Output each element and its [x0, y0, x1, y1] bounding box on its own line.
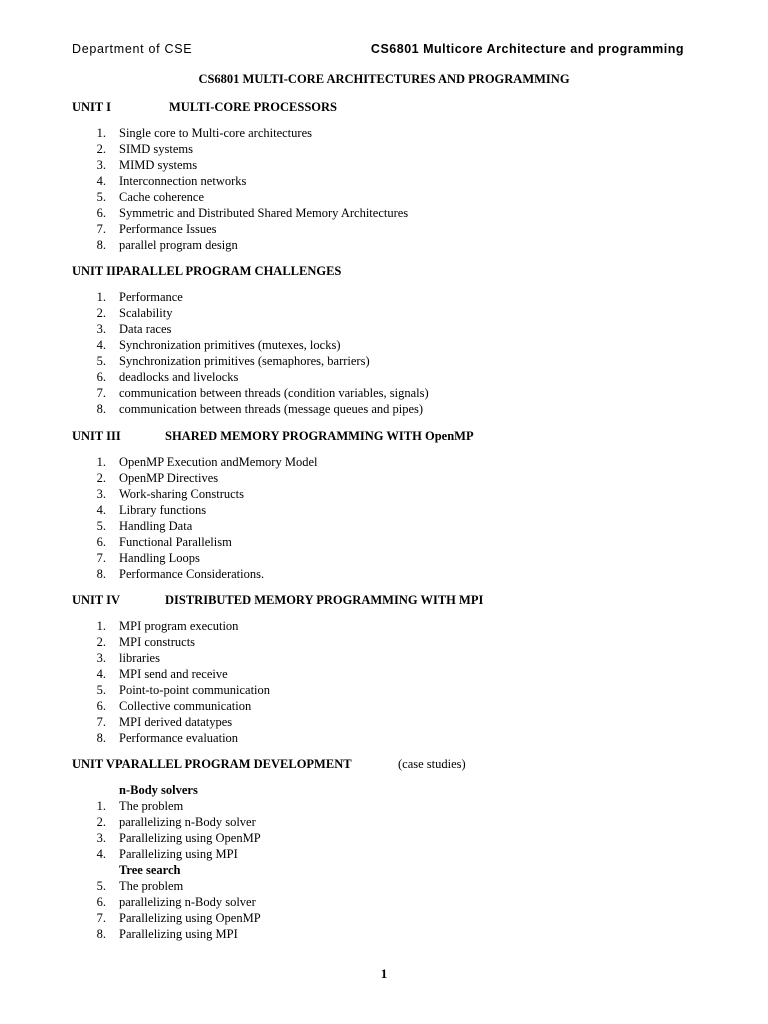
subheading-tree-search: Tree search	[119, 863, 181, 877]
item-number: 5.	[96, 190, 106, 204]
list-item	[0, 634, 768, 650]
item-text: parallelizing n-Body solver	[119, 815, 256, 829]
list-item	[0, 666, 768, 682]
unit-5-number: UNIT V	[72, 757, 115, 771]
list-item	[0, 337, 768, 353]
list-item	[0, 894, 768, 910]
item-text: Performance Considerations.	[119, 567, 265, 581]
item-number: 4.	[96, 667, 106, 681]
item-text: Parallelizing using MPI	[119, 927, 238, 941]
item-number: 3.	[96, 158, 106, 172]
item-text: Performance evaluation	[119, 731, 239, 745]
item-text: Work-sharing Constructs	[119, 487, 245, 501]
item-number: 7.	[96, 222, 106, 236]
document-title: CS6801 MULTI-CORE ARCHITECTURES AND PROGRAMMING	[198, 72, 570, 86]
list-item	[0, 878, 768, 894]
item-number: 6.	[96, 370, 106, 384]
list-item	[0, 518, 768, 534]
item-text: parallelizing n-Body solver	[119, 895, 256, 909]
unit-5-title: PARALLEL PROGRAM DEVELOPMENT	[114, 757, 352, 771]
list-item	[0, 682, 768, 698]
item-number: 2.	[96, 635, 106, 649]
item-text: Functional Parallelism	[119, 535, 232, 549]
list-item	[0, 173, 768, 189]
item-number: 4.	[96, 847, 106, 861]
unit-1-heading	[72, 99, 337, 115]
unit-3-number: UNIT III	[72, 429, 121, 443]
item-number: 2.	[96, 142, 106, 156]
item-text: Parallelizing using OpenMP	[119, 831, 261, 845]
list-item	[0, 237, 768, 253]
item-text: Handling Data	[119, 519, 193, 533]
list-item	[0, 846, 768, 862]
list-item	[0, 798, 768, 814]
list-item	[0, 385, 768, 401]
item-text: Performance Issues	[119, 222, 217, 236]
item-number: 8.	[96, 731, 106, 745]
item-number: 4.	[96, 338, 106, 352]
list-item	[0, 205, 768, 221]
item-number: 6.	[96, 895, 106, 909]
item-text: Synchronization primitives (semaphores, barriers)	[119, 354, 370, 368]
unit-2-title: PARALLEL PROGRAM CHALLENGES	[115, 264, 342, 278]
item-number: 7.	[96, 715, 106, 729]
item-text: Point-to-point communication	[119, 683, 271, 697]
item-number: 8.	[96, 402, 106, 416]
item-text: The problem	[119, 879, 184, 893]
item-text: Synchronization primitives (mutexes, locks)	[119, 338, 341, 352]
header-course: CS6801 Multicore Architecture and programming	[370, 42, 684, 56]
list-item	[0, 189, 768, 205]
list-item	[0, 714, 768, 730]
list-item	[0, 369, 768, 385]
list-item	[0, 486, 768, 502]
item-text: Data races	[119, 322, 172, 336]
list-item	[0, 910, 768, 926]
unit-4-number: UNIT IV	[72, 593, 121, 607]
list-subheading	[0, 862, 768, 878]
list-item	[0, 550, 768, 566]
unit-5-note: (case studies)	[398, 757, 466, 771]
unit-2-topic-list	[0, 289, 768, 417]
item-number: 3.	[96, 651, 106, 665]
list-item	[0, 730, 768, 746]
item-number: 6.	[96, 535, 106, 549]
list-item	[0, 454, 768, 470]
unit-5-heading	[72, 756, 466, 772]
list-item	[0, 289, 768, 305]
list-item	[0, 830, 768, 846]
item-text: Cache coherence	[119, 190, 205, 204]
list-item	[0, 534, 768, 550]
item-text: Symmetric and Distributed Shared Memory Architectures	[119, 206, 409, 220]
unit-1-title: MULTI-CORE PROCESSORS	[169, 100, 337, 114]
unit-4-title: DISTRIBUTED MEMORY PROGRAMMING WITH MPI	[165, 593, 484, 607]
unit-5-topic-list	[0, 782, 768, 942]
item-number: 5.	[96, 354, 106, 368]
item-number: 1.	[96, 290, 106, 304]
item-text: Performance	[119, 290, 183, 304]
item-text: Interconnection networks	[119, 174, 247, 188]
unit-3-title: SHARED MEMORY PROGRAMMING WITH OpenMP	[165, 429, 474, 443]
item-text: Parallelizing using OpenMP	[119, 911, 261, 925]
unit-3-heading	[72, 428, 474, 444]
unit-2-heading	[72, 263, 341, 279]
subheading-n-body: n-Body solvers	[119, 783, 198, 797]
item-number: 5.	[96, 519, 106, 533]
item-number: 7.	[96, 911, 106, 925]
item-number: 5.	[96, 879, 106, 893]
item-number: 7.	[96, 551, 106, 565]
item-number: 3.	[96, 831, 106, 845]
unit-1-number: UNIT I	[72, 100, 112, 114]
item-text: Single core to Multi-core architectures	[119, 126, 312, 140]
item-number: 8.	[96, 567, 106, 581]
item-text: The problem	[119, 799, 184, 813]
list-item	[0, 650, 768, 666]
item-number: 2.	[96, 306, 106, 320]
item-text: Collective communication	[119, 699, 252, 713]
list-item	[0, 470, 768, 486]
list-subheading	[0, 782, 768, 798]
unit-4-topic-list	[0, 618, 768, 746]
list-item	[0, 566, 768, 582]
item-text: SIMD systems	[119, 142, 193, 156]
item-text: Handling Loops	[119, 551, 200, 565]
item-text: deadlocks and livelocks	[119, 370, 239, 384]
unit-2-number: UNIT II	[72, 264, 116, 278]
page-header	[72, 42, 684, 60]
list-item	[0, 814, 768, 830]
unit-4-heading	[72, 592, 484, 608]
item-text: Library functions	[119, 503, 207, 517]
item-text: communication between threads (message queues and pipes)	[119, 402, 424, 416]
list-item	[0, 321, 768, 337]
item-text: communication between threads (condition variables, signals)	[119, 386, 429, 400]
list-item	[0, 353, 768, 369]
item-text: parallel program design	[119, 238, 238, 252]
item-text: MPI send and receive	[119, 667, 228, 681]
item-text: OpenMP Execution andMemory Model	[119, 455, 318, 469]
item-number: 1.	[96, 799, 106, 813]
item-text: Scalability	[119, 306, 173, 320]
unit-3-topic-list	[0, 454, 768, 582]
list-item	[0, 618, 768, 634]
item-text: MPI derived datatypes	[119, 715, 233, 729]
item-number: 1.	[96, 126, 106, 140]
header-department: Department of CSE	[72, 42, 193, 56]
item-number: 8.	[96, 927, 106, 941]
item-number: 1.	[96, 619, 106, 633]
item-number: 3.	[96, 322, 106, 336]
item-number: 4.	[96, 503, 106, 517]
item-number: 6.	[96, 699, 106, 713]
item-text: MPI program execution	[119, 619, 239, 633]
list-item	[0, 401, 768, 417]
list-item	[0, 157, 768, 173]
item-text: OpenMP Directives	[119, 471, 219, 485]
list-item	[0, 502, 768, 518]
item-number: 2.	[96, 815, 106, 829]
item-number: 2.	[96, 471, 106, 485]
item-number: 8.	[96, 238, 106, 252]
item-text: libraries	[119, 651, 160, 665]
list-item	[0, 221, 768, 237]
item-number: 1.	[96, 455, 106, 469]
list-item	[0, 305, 768, 321]
item-number: 3.	[96, 487, 106, 501]
unit-1-topic-list	[0, 125, 768, 253]
item-text: MPI constructs	[119, 635, 196, 649]
item-text: Parallelizing using MPI	[119, 847, 238, 861]
list-item	[0, 141, 768, 157]
item-number: 6.	[96, 206, 106, 220]
item-text: MIMD systems	[119, 158, 198, 172]
list-item	[0, 926, 768, 942]
item-number: 4.	[96, 174, 106, 188]
list-item	[0, 125, 768, 141]
item-number: 7.	[96, 386, 106, 400]
item-number: 5.	[96, 683, 106, 697]
page-number: 1	[380, 966, 388, 981]
list-item	[0, 698, 768, 714]
